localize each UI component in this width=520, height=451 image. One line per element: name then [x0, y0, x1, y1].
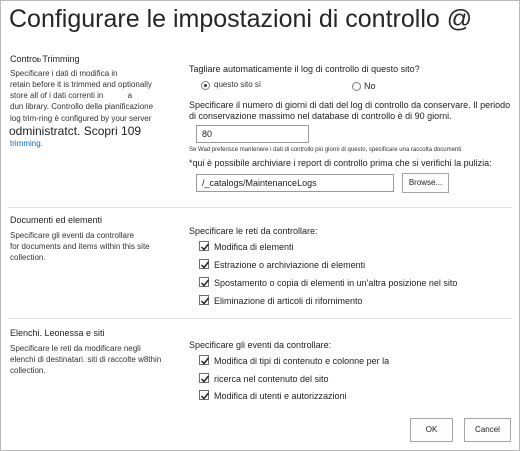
check-icon: [200, 391, 210, 401]
documents-desc-line-1: Specificare gli eventi da controllare: [10, 231, 135, 240]
lists-option-checkbox[interactable]: [199, 355, 209, 365]
archive-path-input[interactable]: /_catalogs/MaintenanceLogs: [196, 174, 394, 192]
documents-option-checkbox[interactable]: [199, 277, 209, 287]
lists-desc-line-2: elenchi di destinatari. siti di raccolte w8thin: [10, 355, 162, 364]
trimming-small-note: Se Wad preferisce mantenere i dati di controllo più giorni di questo, specificare una raccolta documenti: [189, 147, 462, 153]
lists-option-label: Modifica di utenti e autorizzazioni: [214, 391, 347, 401]
section-divider-2: [8, 318, 512, 319]
check-icon: [200, 278, 210, 288]
trimming-desc-line-3-suffix: a: [127, 91, 133, 100]
check-icon: [200, 356, 210, 366]
lists-option-checkbox[interactable]: [199, 390, 209, 400]
trimming-admin-line: odministratct. Scopri 109: [9, 124, 142, 138]
check-icon: [200, 260, 210, 270]
days-text-line-1: Specificare il numero di giorni di dati del log di controllo da conservare. Il periodo: [189, 100, 511, 110]
documents-option-checkbox[interactable]: [199, 295, 209, 305]
trimming-desc-line-4: dun library. Controllo della pianificazione: [10, 102, 154, 111]
documents-option-label: Spostamento o copia di elementi in un'altra posizione nel sito: [214, 278, 458, 288]
documents-option-label: Estrazione o archiviazione di elementi: [214, 260, 366, 270]
documents-option-checkbox[interactable]: [199, 259, 209, 269]
trimming-desc-line-5: log trim-ring è configured by your server: [10, 114, 152, 123]
trimming-desc-line-3: [10, 90, 132, 101]
radio-no[interactable]: [352, 82, 361, 91]
trimming-heading-b: Trimming: [42, 54, 80, 64]
radio-yes-label: questo sito sì: [214, 80, 262, 89]
page-title: Configurare le impostazioni di controllo @: [9, 5, 473, 33]
archive-text: *qui è possibile archiviare i report di controllo prima che si verifichi la pulizia:: [189, 158, 492, 168]
documents-option-checkbox[interactable]: [199, 241, 209, 251]
trimming-desc-line-1: Specificare i dati di modifica in: [10, 69, 118, 78]
trimming-heading-mark: llo: [37, 58, 41, 64]
trim-question: Tagliare automaticamente il log di controllo di questo sito?: [189, 64, 420, 74]
check-icon: [200, 242, 210, 252]
radio-yes[interactable]: [201, 81, 210, 90]
radio-no-label: No: [364, 81, 376, 91]
ok-button[interactable]: OK: [410, 418, 453, 442]
cancel-button[interactable]: Cancel: [464, 418, 511, 442]
lists-option-checkbox[interactable]: [199, 373, 209, 383]
lists-desc-line-3: collection.: [10, 366, 46, 375]
documents-option-label: Modifica di elementi: [214, 242, 294, 252]
documents-desc-line-2: for documents and items within this site: [10, 242, 150, 251]
documents-option-label: Eliminazione di articoli di rifornimento: [214, 296, 363, 306]
check-icon: [200, 296, 210, 306]
documents-heading: Documenti ed elementi: [10, 215, 103, 225]
section-divider-1: [8, 207, 512, 208]
lists-option-label: ricerca nel contenuto del sito: [214, 374, 329, 384]
days-text-line-2: di conservazione massimo nel database di controllo è di 90 giorni.: [189, 111, 452, 121]
lists-heading: Elenchi. Leonessa e siti: [10, 328, 105, 338]
trimming-heading: [10, 54, 80, 64]
documents-desc-line-3: collection.: [10, 253, 46, 262]
browse-button[interactable]: Browse...: [402, 173, 449, 193]
lists-prompt: Specificare gli eventi da controllare:: [189, 340, 332, 350]
check-icon: [200, 374, 210, 384]
trimming-desc-line-2: retain before it is trimmed and optionally: [10, 80, 152, 89]
trimming-heading-a: Contro: [10, 54, 38, 64]
lists-option-label: Modifica di tipi di contenuto e colonne per la: [214, 356, 390, 366]
lists-desc-line-1: Specificare le reti da modificare negli: [10, 344, 141, 353]
documents-prompt: Specificare le reti da controllare:: [189, 226, 318, 236]
days-input[interactable]: 80: [196, 125, 309, 143]
trimming-desc-line-3-text: store all of i dati correnti in: [10, 91, 104, 100]
trimming-learn-link[interactable]: trimming.: [10, 139, 43, 148]
